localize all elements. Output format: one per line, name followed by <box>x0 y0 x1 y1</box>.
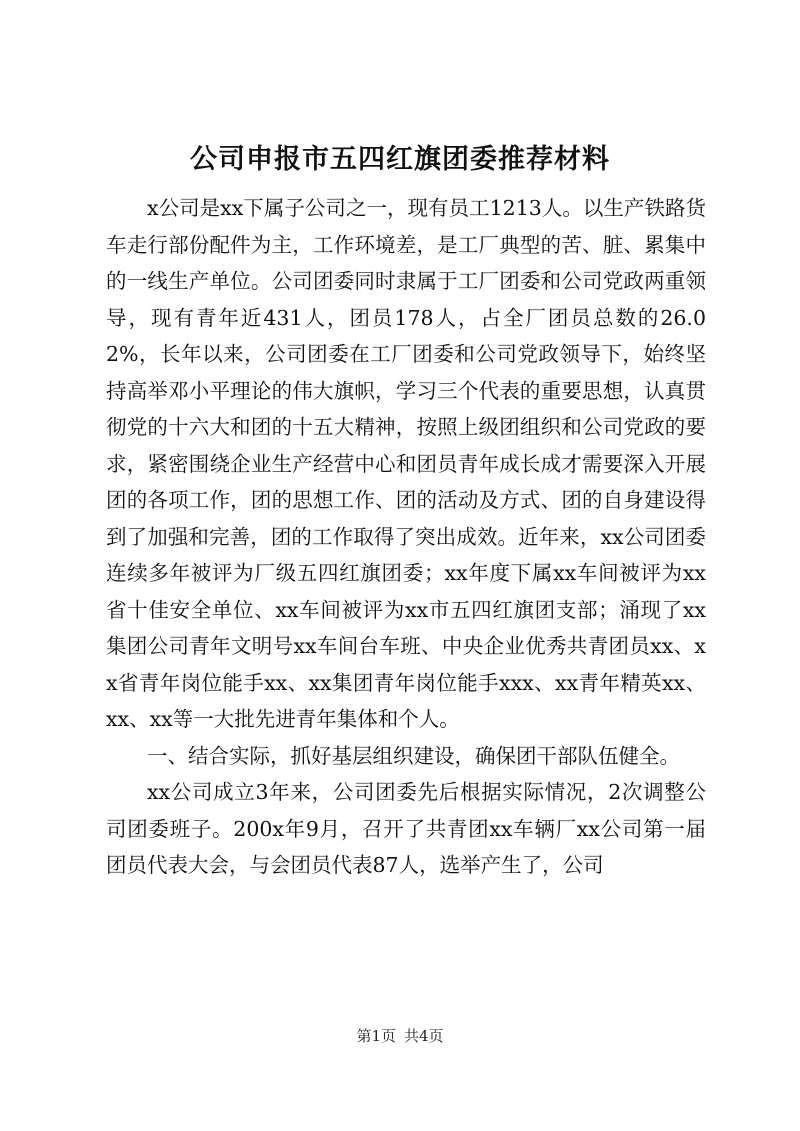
page-footer <box>0 1026 800 1046</box>
section-1-paragraph: xx公司成立3年来，公司团委先后根据实际情况，2次调整公司团委班子。200x年9月，召开了共青团xx车辆厂xx公司第一届团员代表大会，与会团员代表87人，选举产生了，公司 <box>106 780 706 877</box>
document-body <box>106 190 706 884</box>
page-number: 第1页 <box>356 1027 396 1045</box>
document-title: 公司申报市五四红旗团委推荐材料 <box>190 144 610 175</box>
page-total: 共4页 <box>404 1027 444 1045</box>
section-heading-1: 一、结合实际，抓好基层组织建设，确保团干部队伍健全。 <box>147 743 680 768</box>
intro-paragraph: x公司是xx下属子公司之一，现有员工1213人。以生产铁路货车走行部份配件为主，工作环境差，是工厂典型的苦、脏、累集中的一线生产单位。公司团委同时隶属于工厂团委和公司党政两重领导，现有青年近431人，团员178人，占全厂团员总数的26.02%，长年以来，公司团委在工厂团委和公司党政领导下，始终坚持高举邓小平理论的伟大旗帜，学习三个代表的重要思想，认真贯彻党的十六大和团的十五大精神，按照上级团组织和公司党政的要求，紧密围绕企业生产经营中心和团员青年成长成才需要深入开展团的各项工作，团的思想工作、团的活动及方式、团的自身建设得到了加强和完善，团的工作取得了突出成效。近年来，xx公司团委连续多年被评为厂级五四红旗团委；xx年度下属xx车间被评为xx省十佳安全单位、xx车间被评为xx市五四红旗团支部；涌现了xx集团公司青年文明号xx车间台车班、中央企业优秀共青团员xx、xx省青年岗位能手xx、xx集团青年岗位能手xxx、xx青年精英xx、xx、xx等一大批先进青年集体和个人。 <box>106 196 706 731</box>
